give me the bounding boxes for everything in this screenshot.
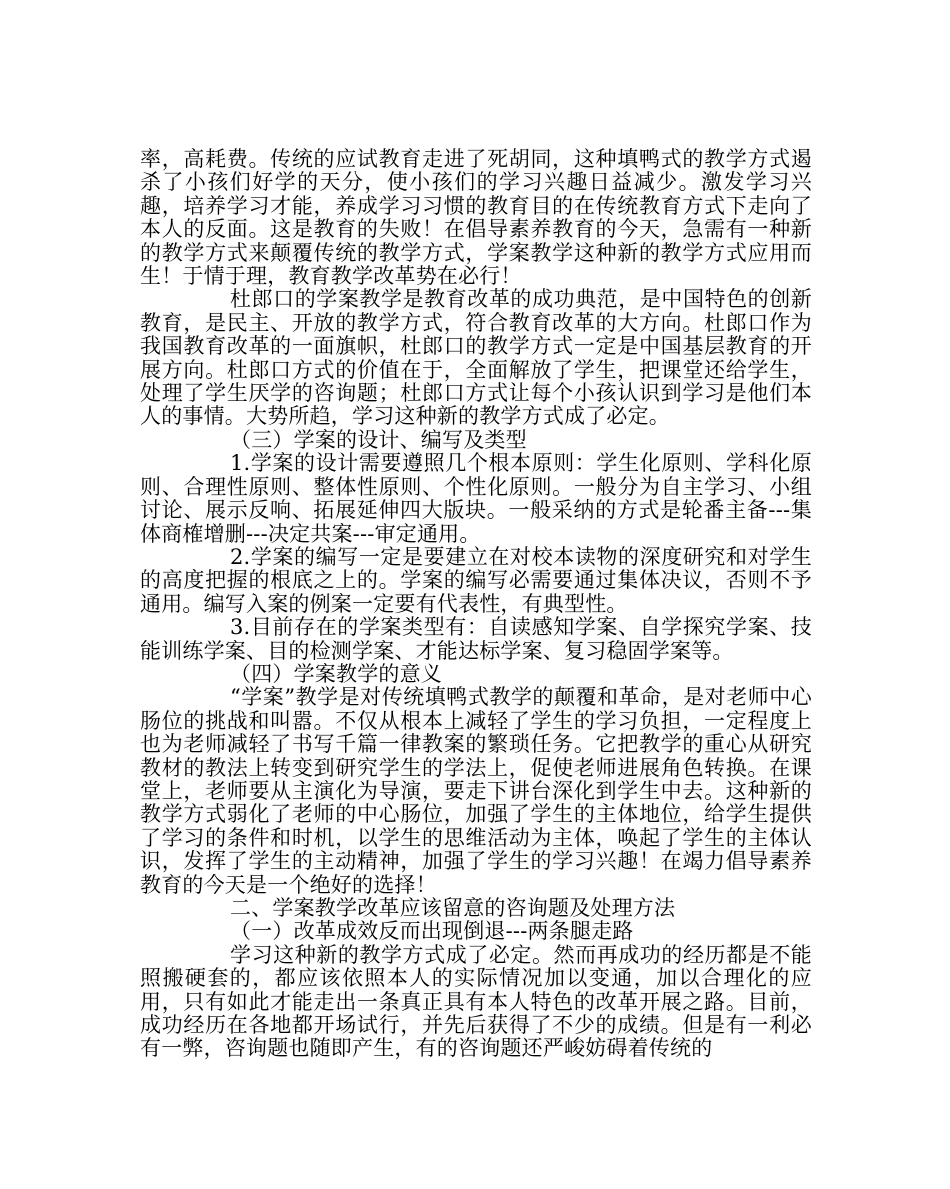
paragraph: “学案”教学是对传统填鸭式教学的颠覆和革命，是对老师中心肠位的挑战和叫嚣。不仅从根本上减轻了学生的学习负担，一定程度上也为老师减轻了书写千篇一律教案的繁琐任务。它把教学的重心从研究教材的教法上转变到研究学生的学法上，促使老师进展角色转换。在课堂上，老师要从主演化为导演，要走下讲台深化到学生中去。这种新的教学方式弱化了老师的中心肠位，加强了学生的主体地位，给学生提供了学习的条件和时机，以学生的思维活动为主体，唤起了学生的主体认识，发挥了学生的主动精神，加强了学生的学习兴趣！在竭力倡导素养教育的今天是一个绝好的选择！ xyxy=(140,685,812,897)
paragraph: 杜郎口的学案教学是教育改革的成功典范，是中国特色的创新教育，是民主、开放的教学方式，符合教育改革的大方向。杜郎口作为我国教育改革的一面旗帜，杜郎口的教学方式一定是中国基层教育的开展方向。杜郎口方式的价值在于，全面解放了学生，把课堂还给学生，处理了学生厌学的咨询题；杜郎口方式让每个小孩认识到学习是他们本人的事情。大势所趋，学习这种新的教学方式成了必定。 xyxy=(140,287,812,429)
paragraph: 2.学案的编写一定是要建立在对校本读物的深度研究和对学生的高度把握的根底之上的。学案的编写必需要通过集体决议，否则不予通用。编写入案的例案一定要有代表性，有典型性。 xyxy=(140,544,812,616)
paragraph: 1.学案的设计需要遵照几个根本原则：学生化原则、学科化原则、合理性原则、整体性原则、个性化原则。一般分为自主学习、小组讨论、展示反响、拓展延伸四大版块。一般采纳的方式是轮番主备---集体商榷增删---决定共案---审定通用。 xyxy=(140,451,812,546)
section-heading: （三）学案的设计、编写及类型 xyxy=(230,427,527,452)
section-heading: （四）学案教学的意义 xyxy=(230,661,442,686)
section-heading: （一）改革成效反而出现倒退---两条腿走路 xyxy=(230,919,634,944)
paragraph: 率，高耗费。传统的应试教育走进了死胡同，这种填鸭式的教学方式遏杀了小孩们好学的天分，使小孩们的学习兴趣日益减少。激发学习兴趣，培养学习才能，养成学习习惯的教育目的在传统教育方式下走向了本人的反面。这是教育的失败！在倡导素养教育的今天，急需有一种新的教学方式来颠覆传统的教学方式，学案教学这种新的教学方式应用而生！于情于理，教育教学改革势在必行！ xyxy=(140,147,812,289)
paragraph: 学习这种新的教学方式成了必定。然而再成功的经历都是不能照搬硬套的，都应该依照本人的实际情况加以变通，加以合理化的应用，只有如此才能走出一条真正具有本人特色的改革开展之路。目前，成功经历在各地都开场试行，并先后获得了不少的成绩。但是有一利必有一弊，咨询题也随即产生，有的咨询题还严峻妨碍着传统的 xyxy=(140,942,812,1061)
document-body xyxy=(140,148,812,1061)
paragraph: 3.目前存在的学案类型有：自读感知学案、自学探究学案、技能训练学案、目的检测学案、才能达标学案、复习稳固学案等。 xyxy=(140,615,812,663)
section-heading: 二、学案教学改革应该留意的咨询题及处理方法 xyxy=(230,896,676,920)
